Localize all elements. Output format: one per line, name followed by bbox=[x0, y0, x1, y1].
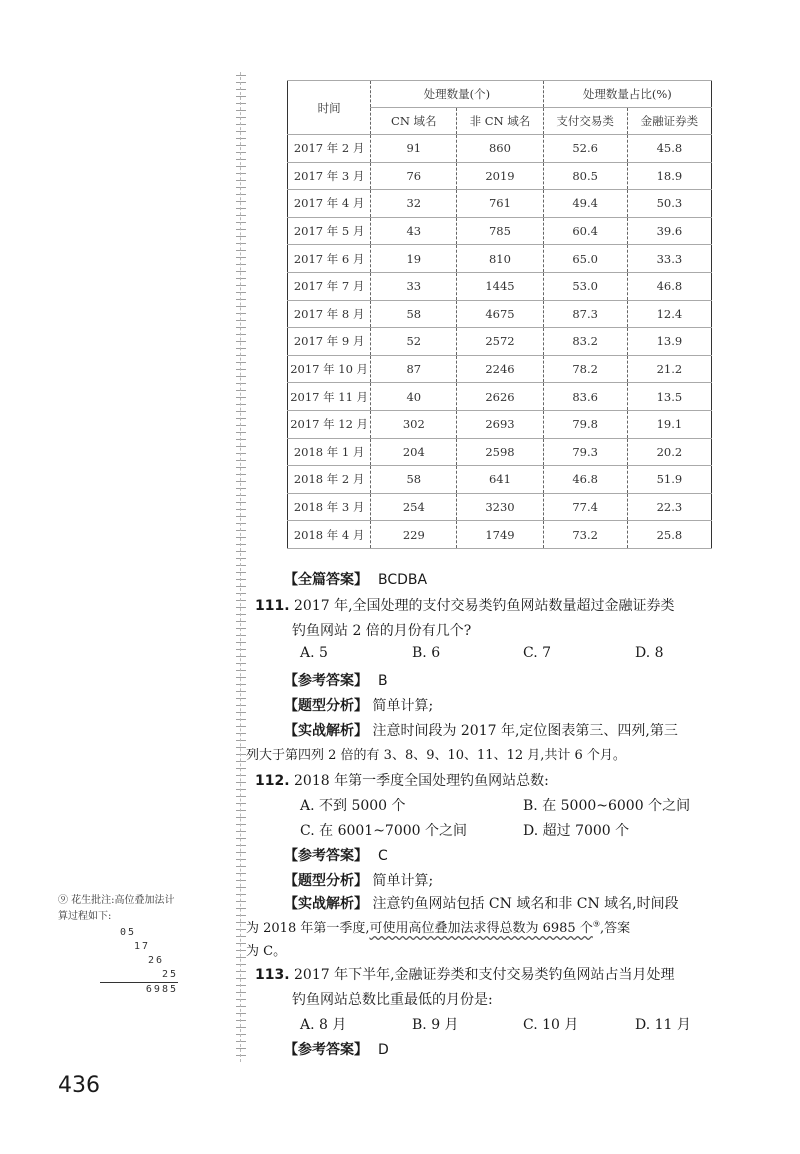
q113-ref-answer bbox=[284, 1039, 389, 1059]
table-row bbox=[288, 466, 712, 494]
cell-noncn: 810 bbox=[457, 245, 543, 273]
q111-type-value: 简单计算; bbox=[372, 698, 434, 714]
cell-noncn: 2626 bbox=[457, 383, 543, 411]
q113-option-a: A. 8 月 bbox=[300, 1017, 347, 1033]
q111-option-b: B. 6 bbox=[412, 645, 441, 661]
q111-option-d: D. 8 bbox=[635, 645, 664, 661]
q112-text1: 2018 年第一季度全国处理钓鱼网站总数: bbox=[294, 773, 549, 789]
cell-cn: 52 bbox=[371, 328, 457, 356]
table-row bbox=[288, 438, 712, 466]
q113-text2: 钓鱼网站总数比重最低的月份是: bbox=[292, 992, 493, 1008]
cell-cn: 204 bbox=[371, 438, 457, 466]
cell-cn: 32 bbox=[371, 190, 457, 218]
q113-ref-value: D bbox=[378, 1042, 389, 1058]
cell-noncn: 2598 bbox=[457, 438, 543, 466]
cell-cn: 43 bbox=[371, 217, 457, 245]
cell-fin: 13.5 bbox=[627, 383, 711, 411]
table-row bbox=[288, 135, 712, 163]
cell-time: 2018 年 4 月 bbox=[288, 521, 371, 549]
q111-analysis2: 列大于第四列 2 倍的有 3、8、9、10、11、12 月,共计 6 个月。 bbox=[246, 748, 626, 763]
q111-type bbox=[284, 695, 433, 715]
side-note-line1: ⑨ 花生批注:高位叠加法计 bbox=[58, 895, 175, 906]
phishing-data-table bbox=[287, 80, 712, 549]
cell-fin: 46.8 bbox=[627, 272, 711, 300]
q113-line1 bbox=[255, 964, 675, 984]
sum-total: 6985 bbox=[100, 982, 178, 997]
q112-analysis2 bbox=[246, 917, 630, 936]
cell-time: 2017 年 2 月 bbox=[288, 135, 371, 163]
q112-ref-value: C bbox=[378, 848, 388, 864]
table-row bbox=[288, 410, 712, 438]
header-pay: 支付交易类 bbox=[543, 108, 627, 135]
cell-pay: 65.0 bbox=[543, 245, 627, 273]
cell-pay: 52.6 bbox=[543, 135, 627, 163]
table-row bbox=[288, 300, 712, 328]
q112-option-a: A. 不到 5000 个 bbox=[300, 798, 406, 814]
cell-fin: 39.6 bbox=[627, 217, 711, 245]
cell-noncn: 1749 bbox=[457, 521, 543, 549]
full-answer bbox=[284, 569, 427, 589]
q113-number: 113. bbox=[255, 967, 290, 983]
cell-noncn: 785 bbox=[457, 217, 543, 245]
table-row bbox=[288, 355, 712, 383]
q112-number: 112. bbox=[255, 773, 290, 789]
cell-noncn: 2246 bbox=[457, 355, 543, 383]
q111-ref-answer bbox=[284, 670, 388, 690]
cell-noncn: 860 bbox=[457, 135, 543, 163]
cell-fin: 20.2 bbox=[627, 438, 711, 466]
cell-cn: 91 bbox=[371, 135, 457, 163]
q112-type-value: 简单计算; bbox=[372, 873, 434, 889]
q113-option-b: B. 9 月 bbox=[412, 1017, 459, 1033]
cell-time: 2017 年 9 月 bbox=[288, 328, 371, 356]
cell-pay: 78.2 bbox=[543, 355, 627, 383]
q112-analysis1: 注意钓鱼网站包括 CN 域名和非 CN 域名,时间段 bbox=[372, 896, 679, 912]
table-row bbox=[288, 162, 712, 190]
table-row bbox=[288, 383, 712, 411]
cell-pay: 53.0 bbox=[543, 272, 627, 300]
cell-fin: 18.9 bbox=[627, 162, 711, 190]
q112-analysis2a: 为 2018 年第一季度, bbox=[246, 921, 370, 936]
q111-analysis1: 注意时间段为 2017 年,定位图表第三、四列,第三 bbox=[372, 723, 678, 739]
cell-noncn: 641 bbox=[457, 466, 543, 494]
cell-time: 2017 年 11 月 bbox=[288, 383, 371, 411]
q111-ref-value: B bbox=[378, 673, 388, 689]
cell-noncn: 2693 bbox=[457, 410, 543, 438]
cell-noncn: 761 bbox=[457, 190, 543, 218]
cell-pay: 80.5 bbox=[543, 162, 627, 190]
q111-ref-label: 【参考答案】 bbox=[284, 673, 368, 689]
table-row bbox=[288, 493, 712, 521]
cell-cn: 302 bbox=[371, 410, 457, 438]
cell-fin: 45.8 bbox=[627, 135, 711, 163]
table-row bbox=[288, 328, 712, 356]
cell-fin: 13.9 bbox=[627, 328, 711, 356]
q112-analysis bbox=[284, 893, 679, 913]
q111-analysis-label: 【实战解析】 bbox=[284, 723, 368, 739]
q111-text2: 钓鱼网站 2 倍的月份有几个? bbox=[292, 623, 472, 639]
cell-fin: 21.2 bbox=[627, 355, 711, 383]
cell-fin: 50.3 bbox=[627, 190, 711, 218]
cell-pay: 46.8 bbox=[543, 466, 627, 494]
cell-pay: 77.4 bbox=[543, 493, 627, 521]
sum-step: 17 bbox=[133, 941, 150, 952]
cell-noncn: 1445 bbox=[457, 272, 543, 300]
q113-option-d: D. 11 月 bbox=[635, 1017, 691, 1033]
q113-option-c: C. 10 月 bbox=[523, 1017, 579, 1033]
cell-pay: 87.3 bbox=[543, 300, 627, 328]
cell-cn: 58 bbox=[371, 300, 457, 328]
cell-fin: 12.4 bbox=[627, 300, 711, 328]
cell-noncn: 2019 bbox=[457, 162, 543, 190]
cell-time: 2017 年 10 月 bbox=[288, 355, 371, 383]
cell-cn: 229 bbox=[371, 521, 457, 549]
cell-cn: 19 bbox=[371, 245, 457, 273]
full-answer-label: 【全篇答案】 bbox=[284, 572, 368, 588]
header-cn: CN 域名 bbox=[371, 108, 457, 135]
cell-noncn: 2572 bbox=[457, 328, 543, 356]
full-answer-value: BCDBA bbox=[378, 572, 428, 588]
q113-ref-label: 【参考答案】 bbox=[284, 1042, 368, 1058]
cell-pay: 79.8 bbox=[543, 410, 627, 438]
table-row bbox=[288, 272, 712, 300]
table-header-row bbox=[288, 81, 712, 108]
cell-time: 2017 年 3 月 bbox=[288, 162, 371, 190]
cell-time: 2018 年 1 月 bbox=[288, 438, 371, 466]
cell-time: 2017 年 7 月 bbox=[288, 272, 371, 300]
cell-time: 2017 年 6 月 bbox=[288, 245, 371, 273]
cell-pay: 60.4 bbox=[543, 217, 627, 245]
cell-cn: 40 bbox=[371, 383, 457, 411]
header-ratio: 处理数量占比(%) bbox=[543, 81, 711, 108]
cell-cn: 76 bbox=[371, 162, 457, 190]
cell-cn: 254 bbox=[371, 493, 457, 521]
cell-pay: 83.6 bbox=[543, 383, 627, 411]
q113-text1: 2017 年下半年,金融证券类和支付交易类钓鱼网站占当月处理 bbox=[294, 967, 675, 983]
q112-option-c: C. 在 6001~7000 个之间 bbox=[300, 823, 468, 839]
q111-analysis bbox=[284, 720, 678, 740]
q111-option-c: C. 7 bbox=[523, 645, 552, 661]
cell-noncn: 3230 bbox=[457, 493, 543, 521]
cell-cn: 58 bbox=[371, 466, 457, 494]
cell-fin: 25.8 bbox=[627, 521, 711, 549]
q111-option-a: A. 5 bbox=[300, 645, 328, 661]
table-row bbox=[288, 190, 712, 218]
cell-fin: 51.9 bbox=[627, 466, 711, 494]
q112-type bbox=[284, 870, 433, 890]
sum-step: 05 bbox=[119, 927, 136, 938]
cell-time: 2017 年 8 月 bbox=[288, 300, 371, 328]
q112-ref-label: 【参考答案】 bbox=[284, 848, 368, 864]
cell-pay: 49.4 bbox=[543, 190, 627, 218]
q112-line1 bbox=[255, 770, 549, 790]
q112-analysis2b: 可使用高位叠加法求得总数为 6985 个 bbox=[369, 921, 593, 936]
q111-text1: 2017 年,全国处理的支付交易类钓鱼网站数量超过金融证券类 bbox=[294, 598, 675, 614]
q111-line1 bbox=[255, 595, 675, 615]
cell-cn: 33 bbox=[371, 272, 457, 300]
header-time: 时间 bbox=[288, 81, 371, 135]
cell-cn: 87 bbox=[371, 355, 457, 383]
table-row bbox=[288, 245, 712, 273]
cell-time: 2017 年 5 月 bbox=[288, 217, 371, 245]
cell-time: 2018 年 3 月 bbox=[288, 493, 371, 521]
footnote-marker: ⑨ bbox=[592, 919, 601, 929]
page-number: 436 bbox=[58, 1073, 100, 1098]
cell-fin: 22.3 bbox=[627, 493, 711, 521]
q112-ref-answer bbox=[284, 845, 388, 865]
q112-analysis2d: ,答案 bbox=[600, 921, 631, 936]
cell-pay: 79.3 bbox=[543, 438, 627, 466]
sum-step: 26 bbox=[147, 955, 164, 966]
header-noncn: 非 CN 域名 bbox=[457, 108, 543, 135]
q111-type-label: 【题型分析】 bbox=[284, 698, 368, 714]
q112-analysis3: 为 C。 bbox=[246, 944, 287, 959]
cell-fin: 33.3 bbox=[627, 245, 711, 273]
side-note-sum bbox=[100, 926, 178, 997]
cell-noncn: 4675 bbox=[457, 300, 543, 328]
sum-step: 25 bbox=[161, 969, 178, 980]
cell-pay: 83.2 bbox=[543, 328, 627, 356]
table-row bbox=[288, 217, 712, 245]
cell-fin: 19.1 bbox=[627, 410, 711, 438]
q112-analysis-label: 【实战解析】 bbox=[284, 896, 368, 912]
cell-pay: 73.2 bbox=[543, 521, 627, 549]
q112-option-b: B. 在 5000~6000 个之间 bbox=[523, 798, 691, 814]
header-count: 处理数量(个) bbox=[371, 81, 543, 108]
q112-type-label: 【题型分析】 bbox=[284, 873, 368, 889]
cell-time: 2017 年 12 月 bbox=[288, 410, 371, 438]
table-row bbox=[288, 521, 712, 549]
cell-time: 2018 年 2 月 bbox=[288, 466, 371, 494]
cell-time: 2017 年 4 月 bbox=[288, 190, 371, 218]
q112-option-d: D. 超过 7000 个 bbox=[523, 823, 630, 839]
side-note-line2: 算过程如下: bbox=[58, 911, 112, 922]
q111-number: 111. bbox=[255, 598, 290, 614]
header-fin: 金融证券类 bbox=[627, 108, 711, 135]
margin-divider bbox=[236, 72, 246, 1062]
